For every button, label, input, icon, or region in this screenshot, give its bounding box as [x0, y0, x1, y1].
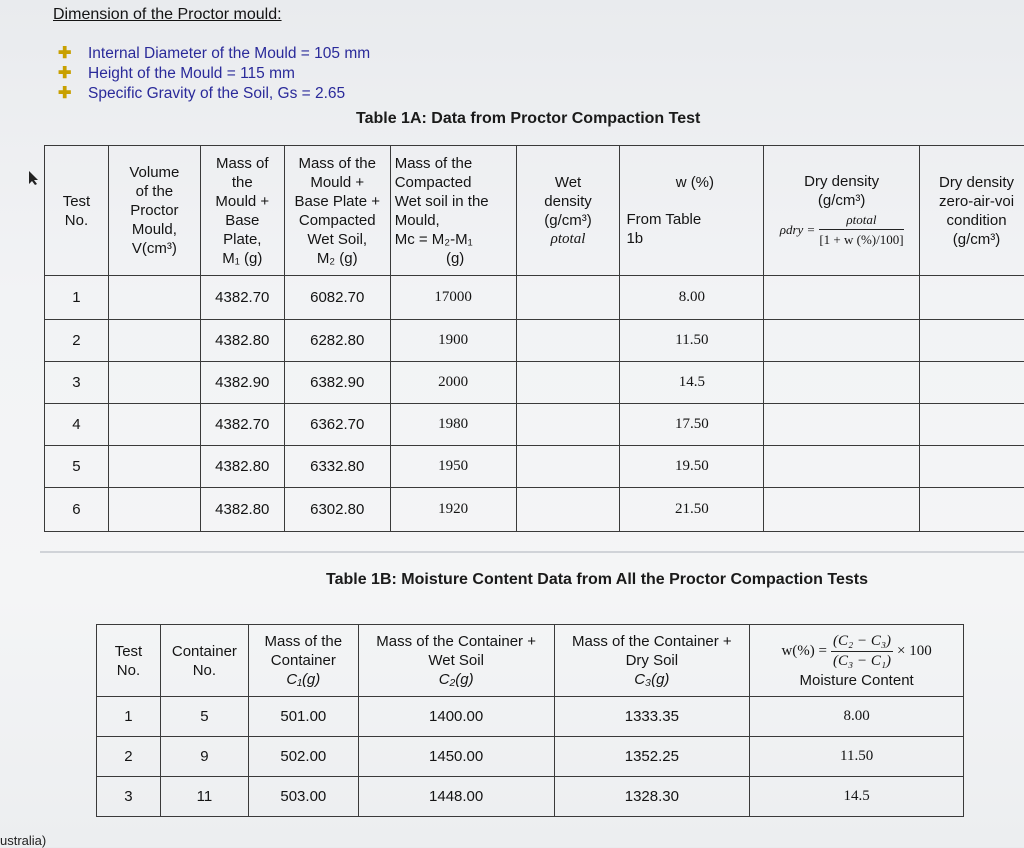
list-item: ✚ Internal Diameter of the Mould = 105 mm — [58, 44, 370, 64]
bullet-plus-icon: ✚ — [58, 84, 88, 104]
table-row: 2 4382.80 6282.80 1900 11.50 — [45, 320, 1024, 362]
col-dry-density: Dry density (g/cm³) ρdry = $\frac{\text{ρtotal}}{[1 + w (\%)/100]}$ — [764, 146, 920, 276]
col-dry-density-zav: Dry density zero-air-voi condition (g/cm³) — [920, 146, 1024, 276]
col-volume: Volume of the Proctor Mould, V(cm³) — [108, 146, 200, 276]
table-1a — [44, 145, 1024, 532]
table-row: 3 4382.90 6382.90 2000 14.5 — [45, 362, 1024, 404]
col-test-no: Test No. — [45, 146, 109, 276]
section-heading: Dimension of the Proctor mould: — [53, 6, 282, 24]
table-1b — [96, 624, 964, 817]
table-row: 3 11 503.00 1448.00 1328.30 14.5 — [97, 777, 964, 817]
table-1a-caption: Table 1A: Data from Proctor Compaction Test — [356, 110, 700, 128]
col-w: w (%) From Table 1b — [620, 146, 764, 276]
table-header-row — [45, 146, 1024, 276]
bullet-plus-icon: ✚ — [58, 64, 88, 84]
bullet-plus-icon: ✚ — [58, 44, 88, 64]
section-divider — [40, 551, 1024, 553]
table-row: 2 9 502.00 1450.00 1352.25 11.50 — [97, 737, 964, 777]
table-header-row — [97, 625, 964, 697]
col-c3: Mass of the Container + Dry Soil C₃(g) — [554, 625, 750, 697]
table-1b-caption: Table 1B: Moisture Content Data from All the Proctor Compaction Tests — [326, 571, 868, 589]
table-row: 5 4382.80 6332.80 1950 19.50 — [45, 446, 1024, 488]
col-container-no: Container No. — [160, 625, 248, 697]
list-item: ✚ Specific Gravity of the Soil, Gs = 2.65 — [58, 84, 370, 104]
table-row: 1 4382.70 6082.70 17000 8.00 — [45, 276, 1024, 320]
col-c1: Mass of the Container C₁(g) — [248, 625, 358, 697]
table-row: 6 4382.80 6302.80 1920 21.50 — [45, 488, 1024, 532]
col-mc: Mass of the Compacted Wet soil in the Mould, Mc = M₂-M₁ (g) — [390, 146, 516, 276]
col-c2: Mass of the Container + Wet Soil C₂(g) — [358, 625, 554, 697]
col-m2: Mass of the Mould + Base Plate + Compacted Wet Soil, M₂ (g) — [284, 146, 390, 276]
col-wet-density: Wet density (g/cm³) ρtotal — [516, 146, 620, 276]
table-row: 1 5 501.00 1400.00 1333.35 8.00 — [97, 697, 964, 737]
mould-dimensions-list — [58, 44, 370, 104]
col-moisture-content: w(%) = $\frac{\text{(C₂ − C₃)}}{\text{(C₃ − C₁)}}$ × 100 Moisture Content — [750, 625, 964, 697]
list-item: ✚ Height of the Mould = 115 mm — [58, 64, 370, 84]
sidebar-text-fragment: ustralia) — [0, 833, 46, 848]
col-m1: Mass of the Mould + Base Plate, M₁ (g) — [200, 146, 284, 276]
col-test-no: Test No. — [97, 625, 161, 697]
cursor-pointer-icon — [28, 170, 40, 186]
table-row: 4 4382.70 6362.70 1980 17.50 — [45, 404, 1024, 446]
